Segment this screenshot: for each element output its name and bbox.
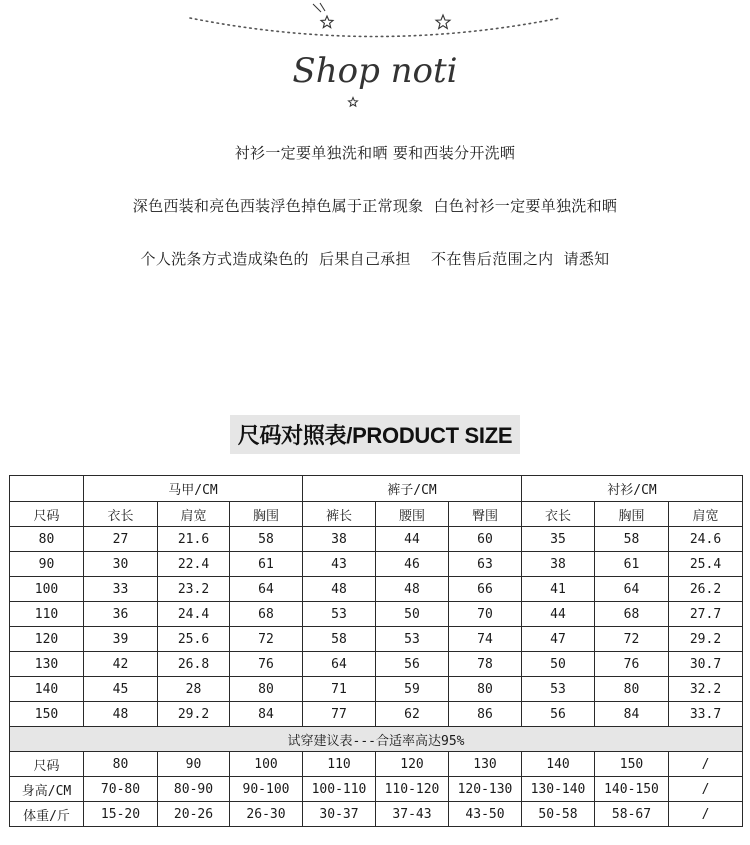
- recommend-cell: 130-140: [522, 777, 595, 802]
- column-header: 腰围: [376, 502, 449, 527]
- table-cell: 26.2: [669, 577, 743, 602]
- care-notes: [0, 140, 750, 299]
- table-cell: 71: [303, 677, 376, 702]
- recommend-cell: 140-150: [595, 777, 669, 802]
- table-cell: 62: [376, 702, 449, 727]
- table-cell: 86: [449, 702, 522, 727]
- table-row: [10, 652, 743, 677]
- recommend-cell: 80-90: [158, 777, 230, 802]
- table-cell: 53: [522, 677, 595, 702]
- table-cell: 26.8: [158, 652, 230, 677]
- size-cell: 100: [10, 577, 84, 602]
- column-header: 衣长: [522, 502, 595, 527]
- table-cell: 46: [376, 552, 449, 577]
- recommend-cell: 43-50: [449, 802, 522, 827]
- table-cell: 28: [158, 677, 230, 702]
- recommend-cell: 150: [595, 752, 669, 777]
- note-line-3: 个人洗条方式造成染色的 后果自己承担 不在售后范围之内 请悉知: [140, 250, 610, 268]
- recommend-cell: 120-130: [449, 777, 522, 802]
- table-cell: 53: [303, 602, 376, 627]
- table-cell: 41: [522, 577, 595, 602]
- table-cell: 61: [230, 552, 303, 577]
- recommend-row-label: 尺码: [10, 752, 84, 777]
- table-cell: 45: [84, 677, 158, 702]
- recommend-cell: 140: [522, 752, 595, 777]
- recommend-cell: 110-120: [376, 777, 449, 802]
- size-cell: 110: [10, 602, 84, 627]
- group-header-vest: 马甲/CM: [84, 476, 303, 502]
- table-cell: 29.2: [158, 702, 230, 727]
- table-cell: 27: [84, 527, 158, 552]
- size-cell: 130: [10, 652, 84, 677]
- table-cell: 60: [449, 527, 522, 552]
- recommend-cell: /: [669, 802, 743, 827]
- recommend-row: [10, 802, 743, 827]
- size-table-title: 尺码对照表/PRODUCT SIZE: [230, 415, 521, 454]
- table-cell: 56: [522, 702, 595, 727]
- table-cell: 33.7: [669, 702, 743, 727]
- table-cell: 44: [376, 527, 449, 552]
- recommend-body: [10, 752, 743, 827]
- recommend-cell: 90: [158, 752, 230, 777]
- table-cell: 80: [595, 677, 669, 702]
- recommend-cell: 26-30: [230, 802, 303, 827]
- table-row: [10, 602, 743, 627]
- table-cell: 84: [230, 702, 303, 727]
- table-cell: 21.6: [158, 527, 230, 552]
- table-cell: 63: [449, 552, 522, 577]
- recommend-cell: 58-67: [595, 802, 669, 827]
- shop-noti-header-art: [175, 0, 575, 115]
- column-header-row: [10, 502, 743, 527]
- table-cell: 68: [595, 602, 669, 627]
- table-cell: 72: [230, 627, 303, 652]
- shooting-star-icon: [313, 3, 333, 28]
- recommend-cell: 100-110: [303, 777, 376, 802]
- recommend-cell: 50-58: [522, 802, 595, 827]
- column-header: 尺码: [10, 502, 84, 527]
- table-row: [10, 627, 743, 652]
- table-row: [10, 552, 743, 577]
- group-header-shirt: 衬衫/CM: [522, 476, 743, 502]
- table-cell: 42: [84, 652, 158, 677]
- recommend-row: [10, 752, 743, 777]
- table-cell: 58: [303, 627, 376, 652]
- table-cell: 48: [376, 577, 449, 602]
- column-header: 裤长: [303, 502, 376, 527]
- table-row: [10, 577, 743, 602]
- table-cell: 50: [376, 602, 449, 627]
- group-header-blank: [10, 476, 84, 502]
- table-row: [10, 702, 743, 727]
- recommend-cell: /: [669, 777, 743, 802]
- table-cell: 84: [595, 702, 669, 727]
- recommend-cell: 120: [376, 752, 449, 777]
- table-cell: 24.4: [158, 602, 230, 627]
- group-header-pants: 裤子/CM: [303, 476, 522, 502]
- note-line-1: 衬衫一定要单独洗和晒 要和西装分开洗晒: [234, 144, 516, 162]
- column-header: 肩宽: [158, 502, 230, 527]
- column-header: 衣长: [84, 502, 158, 527]
- dotted-arc: [190, 18, 560, 37]
- recommend-row: [10, 777, 743, 802]
- recommend-cell: 80: [84, 752, 158, 777]
- table-cell: 64: [303, 652, 376, 677]
- recommend-row-label: 体重/斤: [10, 802, 84, 827]
- column-header: 臀围: [449, 502, 522, 527]
- recommend-cell: 15-20: [84, 802, 158, 827]
- table-cell: 76: [230, 652, 303, 677]
- table-cell: 48: [303, 577, 376, 602]
- table-cell: 72: [595, 627, 669, 652]
- table-cell: 64: [595, 577, 669, 602]
- table-cell: 70: [449, 602, 522, 627]
- recommend-title: 试穿建议表---合适率高达95%: [10, 727, 743, 752]
- size-cell: 140: [10, 677, 84, 702]
- table-cell: 56: [376, 652, 449, 677]
- table-cell: 27.7: [669, 602, 743, 627]
- table-cell: 44: [522, 602, 595, 627]
- recommend-cell: 100: [230, 752, 303, 777]
- table-cell: 24.6: [669, 527, 743, 552]
- table-cell: 77: [303, 702, 376, 727]
- table-cell: 43: [303, 552, 376, 577]
- table-cell: 30.7: [669, 652, 743, 677]
- table-row: [10, 527, 743, 552]
- table-cell: 53: [376, 627, 449, 652]
- star-icon: [436, 15, 450, 29]
- recommend-cell: 37-43: [376, 802, 449, 827]
- recommend-row-label: 身高/CM: [10, 777, 84, 802]
- table-cell: 33: [84, 577, 158, 602]
- recommend-title-row: [10, 727, 743, 752]
- size-cell: 80: [10, 527, 84, 552]
- table-cell: 22.4: [158, 552, 230, 577]
- table-cell: 50: [522, 652, 595, 677]
- note-line-2: 深色西装和亮色西装浮色掉色属于正常现象 白色衬衫一定要单独洗和晒: [132, 197, 618, 215]
- size-cell: 150: [10, 702, 84, 727]
- table-cell: 68: [230, 602, 303, 627]
- size-data-body: [10, 527, 743, 727]
- recommend-cell: /: [669, 752, 743, 777]
- table-cell: 29.2: [669, 627, 743, 652]
- table-cell: 25.6: [158, 627, 230, 652]
- table-cell: 76: [595, 652, 669, 677]
- table-cell: 38: [522, 552, 595, 577]
- table-cell: 32.2: [669, 677, 743, 702]
- column-header: 肩宽: [669, 502, 743, 527]
- recommend-cell: 130: [449, 752, 522, 777]
- table-cell: 59: [376, 677, 449, 702]
- table-cell: 39: [84, 627, 158, 652]
- table-cell: 23.2: [158, 577, 230, 602]
- recommend-cell: 30-37: [303, 802, 376, 827]
- shop-noti-title: Shop noti: [292, 51, 458, 91]
- size-table-title-wrap: [0, 415, 750, 454]
- table-cell: 78: [449, 652, 522, 677]
- table-cell: 38: [303, 527, 376, 552]
- group-header-row: [10, 476, 743, 502]
- table-cell: 74: [449, 627, 522, 652]
- table-cell: 66: [449, 577, 522, 602]
- table-cell: 80: [230, 677, 303, 702]
- small-star-icon: [349, 98, 358, 107]
- column-header: 胸围: [230, 502, 303, 527]
- table-cell: 48: [84, 702, 158, 727]
- recommend-cell: 70-80: [84, 777, 158, 802]
- recommend-cell: 110: [303, 752, 376, 777]
- table-cell: 58: [595, 527, 669, 552]
- table-cell: 35: [522, 527, 595, 552]
- table-cell: 30: [84, 552, 158, 577]
- size-table: [9, 475, 743, 827]
- table-cell: 47: [522, 627, 595, 652]
- table-row: [10, 677, 743, 702]
- table-cell: 58: [230, 527, 303, 552]
- column-header: 胸围: [595, 502, 669, 527]
- table-cell: 64: [230, 577, 303, 602]
- table-cell: 80: [449, 677, 522, 702]
- table-cell: 25.4: [669, 552, 743, 577]
- size-cell: 90: [10, 552, 84, 577]
- size-cell: 120: [10, 627, 84, 652]
- recommend-cell: 20-26: [158, 802, 230, 827]
- table-cell: 61: [595, 552, 669, 577]
- recommend-cell: 90-100: [230, 777, 303, 802]
- table-cell: 36: [84, 602, 158, 627]
